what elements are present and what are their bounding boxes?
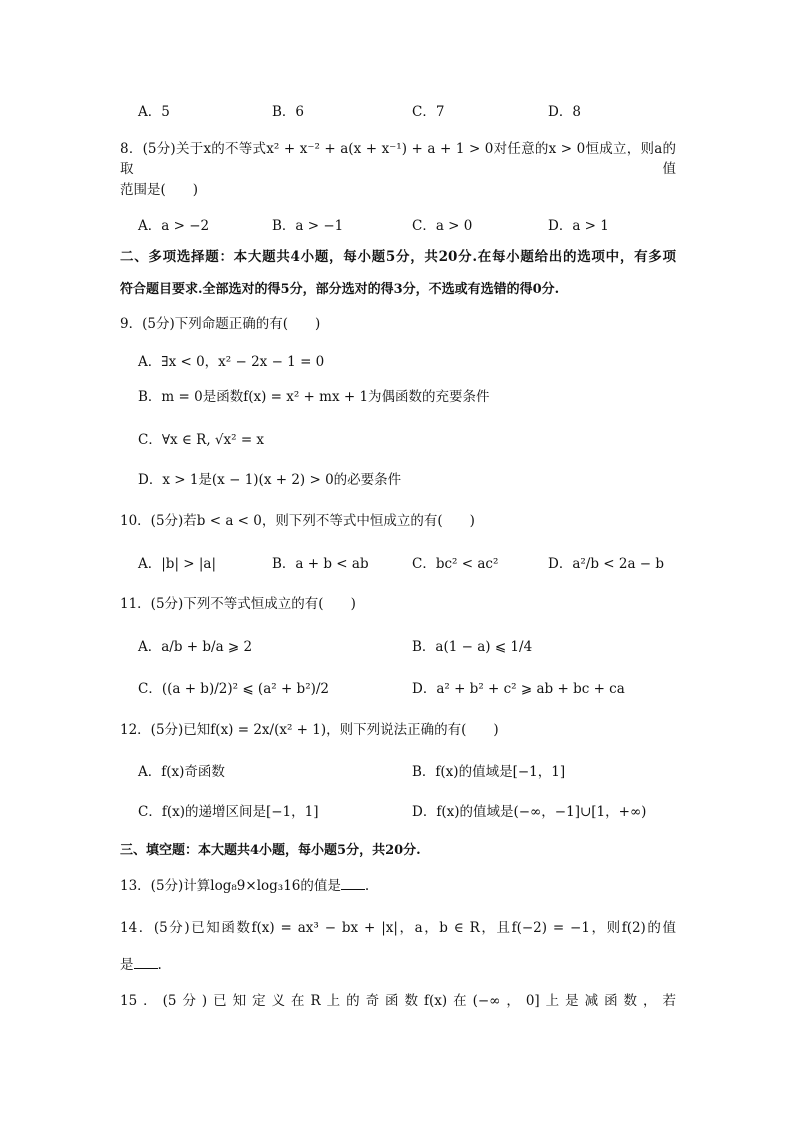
q7-option-b: B．6 xyxy=(272,104,305,120)
q10-option-b: B．a + b < ab xyxy=(272,556,369,572)
section2-heading-line1: 二、多项选择题：本大题共4小题，每小题5分，共20分.在每小题给出的选项中，有多项 xyxy=(120,249,676,265)
q13-stem-end: . xyxy=(364,878,370,894)
q10-stem: 10．(5分)若b < a < 0，则下列不等式中恒成立的有( ) xyxy=(120,513,475,529)
q7-option-a: A．5 xyxy=(138,104,170,120)
q10-option-a: A．|b| > |a| xyxy=(138,556,217,572)
q8-stem-line1: 8．(5分)关于x的不等式x² + x⁻² + a(x + x⁻¹) + a + 1 > 0对任意的x > 0恒成立，则a的取值 xyxy=(120,141,676,177)
q13-answer-blank xyxy=(341,877,365,890)
q14-stem-line1: 14．(5分)已知函数f(x) = ax³ − bx + |x|，a，b ∈ R，且f(−2) = −1，则f(2)的值 xyxy=(120,920,676,936)
q7-option-d: D．8 xyxy=(548,104,581,120)
q8-option-c: C．a > 0 xyxy=(412,218,473,234)
q11-stem: 11．(5分)下列不等式恒成立的有( ) xyxy=(120,596,356,612)
q15-stem-line1: 15．(5分)已知定义在R上的奇函数f(x)在(−∞，0]上是减函数，若 xyxy=(120,993,676,1009)
q9-stem: 9．(5分)下列命题正确的有( ) xyxy=(120,316,321,332)
q10-option-c: C．bc² < ac² xyxy=(412,556,499,572)
q12-option-d: D．f(x)的值域是(−∞，−1]∪[1，+∞) xyxy=(412,804,647,820)
q10-option-d: D．a²/b < 2a − b xyxy=(548,556,665,572)
q8-option-d: D．a > 1 xyxy=(548,218,609,234)
q11-option-d: D．a² + b² + c² ⩾ ab + bc + ca xyxy=(412,681,625,697)
q13-stem-text: 13．(5分)计算log₈9×log₃16的值是 xyxy=(120,878,341,894)
q11-option-b: B．a(1 − a) ⩽ 1/4 xyxy=(412,639,533,655)
q8-option-a: A．a > −2 xyxy=(138,218,210,234)
q12-option-a: A．f(x)奇函数 xyxy=(138,764,225,780)
q12-stem: 12．(5分)已知f(x) = 2x/(x² + 1)，则下列说法正确的有( ) xyxy=(120,722,499,738)
q9-option-d: D．x > 1是(x − 1)(x + 2) > 0的必要条件 xyxy=(138,472,402,488)
q8-option-b: B．a > −1 xyxy=(272,218,344,234)
section3-heading: 三、填空题：本大题共4小题，每小题5分，共20分. xyxy=(120,843,421,858)
q12-option-c: C．f(x)的递增区间是[−1，1] xyxy=(138,804,319,820)
q14-stem-end: . xyxy=(157,957,162,973)
q9-option-b: B．m = 0是函数f(x) = x² + mx + 1为偶函数的充要条件 xyxy=(138,389,490,405)
q7-option-c: C．7 xyxy=(412,104,445,120)
q11-option-a: A．a/b + b/a ⩾ 2 xyxy=(138,639,253,655)
q11-option-c: C．((a + b)/2)² ⩽ (a² + b²)/2 xyxy=(138,681,330,697)
q9-option-c: C．∀x ∈ R, √x² = x xyxy=(138,432,265,448)
q14-stem-line2 xyxy=(120,955,162,975)
q14-answer-blank xyxy=(134,956,158,969)
q14-stem-text: 是 xyxy=(120,957,134,973)
q9-option-a: A．∃x < 0，x² − 2x − 1 = 0 xyxy=(138,354,325,370)
q13-stem xyxy=(120,876,369,896)
q12-option-b: B．f(x)的值域是[−1，1] xyxy=(412,764,566,780)
section2-heading-line2: 符合题目要求.全部选对的得5分，部分选对的得3分，不选或有选错的得0分. xyxy=(120,282,560,297)
q8-stem-line2: 范围是( ) xyxy=(120,182,199,198)
